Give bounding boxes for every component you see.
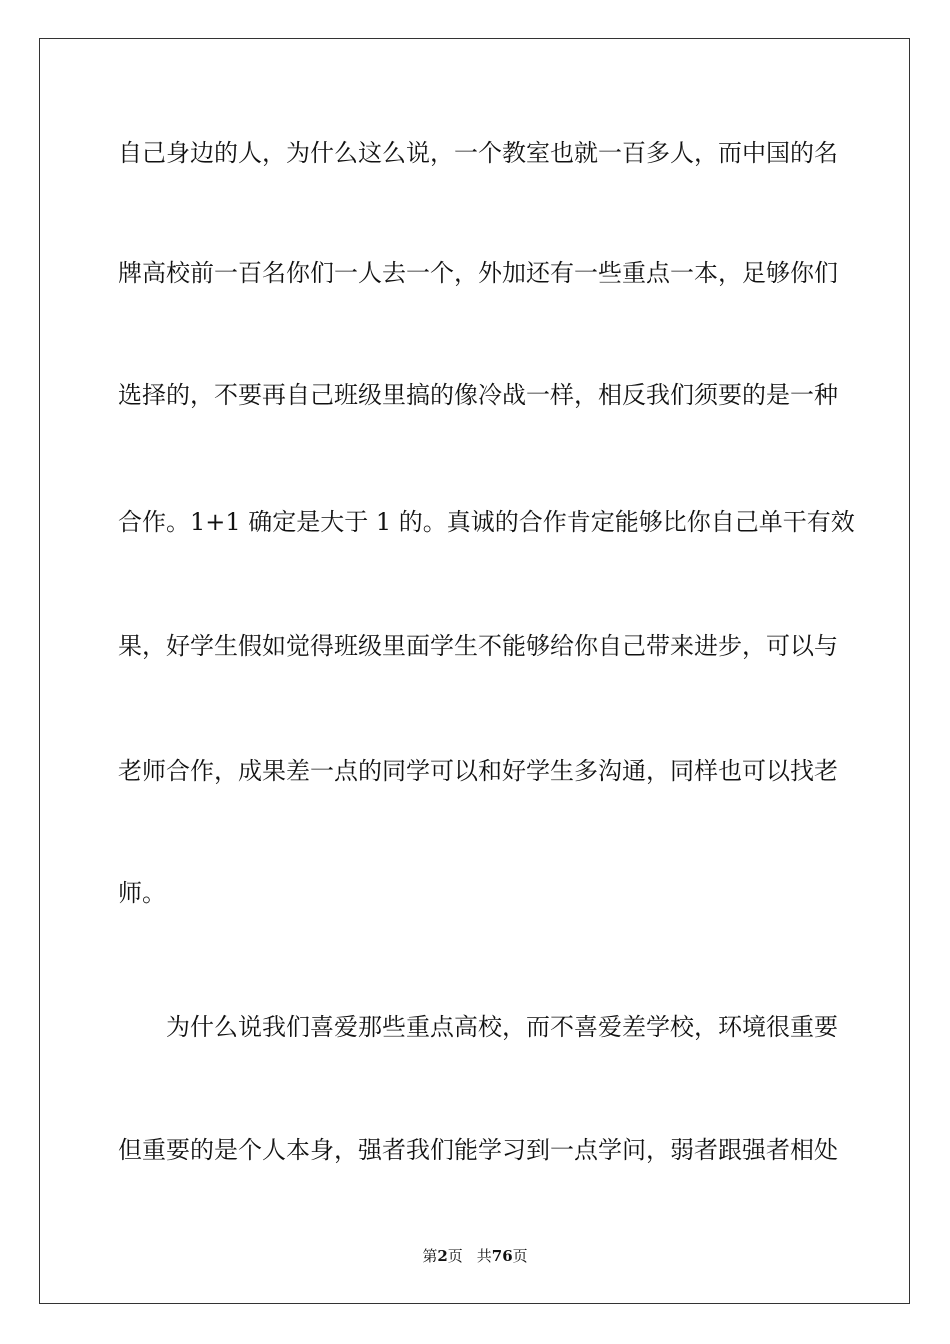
total-pages: 76 [491, 1247, 513, 1265]
text-line: 但重要的是个人本身，强者我们能学习到一点学问，弱者跟强者相处 [118, 1136, 838, 1164]
page-number: 2 [437, 1247, 448, 1265]
text-line: 果，好学生假如觉得班级里面学生不能够给你自己带来进步，可以与 [118, 632, 838, 660]
page-label-suffix: 页 [447, 1247, 463, 1265]
page-footer [0, 1246, 950, 1266]
text-line: 老师合作，成果差一点的同学可以和好学生多沟通，同样也可以找老 [118, 757, 838, 785]
text-line: 师。 [118, 879, 166, 907]
text-line: 自己身边的人，为什么这么说，一个教室也就一百多人，而中国的名 [118, 139, 838, 167]
text-line-paragraph-start: 为什么说我们喜爱那些重点高校，而不喜爱差学校，环境很重要 [166, 1013, 838, 1041]
text-line: 牌高校前一百名你们一人去一个，外加还有一些重点一本，足够你们 [118, 259, 838, 287]
page-border [39, 38, 910, 1304]
page-label-prefix: 第 [422, 1247, 438, 1265]
total-label-suffix: 页 [512, 1247, 528, 1265]
text-line: 合作。1+1 确定是大于 1 的。真诚的合作肯定能够比你自己单干有效 [118, 508, 855, 536]
text-line: 选择的，不要再自己班级里搞的像冷战一样，相反我们须要的是一种 [118, 381, 838, 409]
total-label-prefix: 共 [476, 1247, 492, 1265]
